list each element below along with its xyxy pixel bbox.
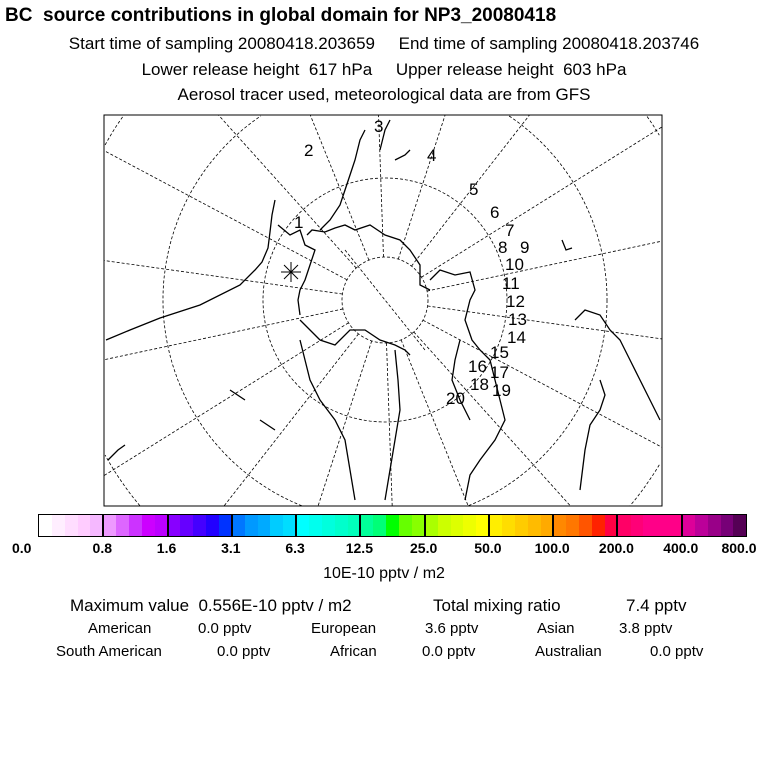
trajectory-label-4: 4 (427, 146, 437, 165)
meridian-line (401, 340, 468, 506)
colorbar-divider (681, 514, 683, 537)
trajectory-label-1: 1 (294, 213, 304, 232)
end-time: End time of sampling 20080418.203746 (398, 34, 700, 53)
colorbar-divider (488, 514, 490, 537)
colorbar-cell (708, 515, 721, 536)
colorbar-divider (102, 514, 104, 537)
colorbar-cell (515, 515, 528, 536)
colorbar-divider (167, 514, 169, 537)
meridian-line (428, 306, 662, 339)
trajectory-label-16: 16 (468, 357, 487, 376)
colorbar-tick-label: 0.8 (92, 540, 112, 556)
colorbar-cell (592, 515, 605, 536)
total-label: Total mixing ratio (433, 596, 561, 615)
colorbar (38, 514, 747, 537)
region-american-name: American (88, 620, 152, 637)
latitude-circle (630, 465, 659, 506)
tracer-note: Aerosol tracer used, meteorological data are from GFS (177, 85, 591, 104)
region-australian-value: 0.0 pptv (650, 643, 704, 660)
colorbar-tick-label: 6.3 (285, 540, 305, 556)
region-african-value: 0.0 pptv (422, 643, 476, 660)
colorbar-cell (695, 515, 708, 536)
trajectory-label-15: 15 (490, 343, 509, 362)
colorbar-cell (360, 515, 373, 536)
colorbar-cell (373, 515, 386, 536)
colorbar-cell (65, 515, 78, 536)
colorbar-cell (682, 515, 695, 536)
colorbar-tick-label: 50.0 (474, 540, 502, 556)
release-site-asterisk-icon (281, 262, 301, 282)
latitude-circle (647, 117, 659, 136)
colorbar-tick-label: 25.0 (410, 540, 438, 556)
colorbar-tick-label: 800.0 (721, 540, 757, 556)
total-value: 7.4 pptv (626, 596, 687, 615)
region-australian-name: Australian (535, 643, 602, 660)
trajectory-label-11: 11 (502, 274, 520, 293)
colorbar-cell (103, 515, 116, 536)
colorbar-cell (721, 515, 734, 536)
trajectory-label-20: 20 (446, 389, 465, 408)
colorbar-cell (180, 515, 193, 536)
colorbar-cell (322, 515, 335, 536)
colorbar-divider (552, 514, 554, 537)
colorbar-cell (489, 515, 502, 536)
graticule (104, 115, 662, 506)
region-european-value: 3.6 pptv (425, 620, 479, 637)
colorbar-divider (231, 514, 233, 537)
trajectory-label-17: 17 (490, 363, 509, 382)
meridian-line (427, 241, 662, 291)
colorbar-cell (579, 515, 592, 536)
colorbar-cell (245, 515, 258, 536)
meridian-line (387, 343, 393, 506)
colorbar-cell (438, 515, 451, 536)
upper-height: Upper release height 603 hPa (395, 60, 627, 79)
colorbar-cell (566, 515, 579, 536)
colorbar-divider (616, 514, 618, 537)
colorbar-cell (142, 515, 155, 536)
trajectory-label-14: 14 (507, 328, 526, 347)
coastlines (106, 120, 660, 500)
colorbar-divider (424, 514, 426, 537)
meridian-line (345, 250, 425, 350)
region-european-name: European (311, 620, 377, 637)
trajectory-label-6: 6 (490, 203, 500, 222)
colorbar-cell (296, 515, 309, 536)
colorbar-divider (359, 514, 361, 537)
colorbar-tick-label: 100.0 (534, 540, 570, 556)
lower-height: Lower release height 617 hPa (141, 60, 373, 79)
latitude-circle (105, 117, 123, 145)
trajectory-label-7: 7 (505, 221, 515, 240)
colorbar-cell (258, 515, 271, 536)
colorbar-cell (733, 515, 746, 536)
latitude-circle (105, 455, 140, 506)
colorbar-cell (78, 515, 91, 536)
meridian-line (104, 323, 349, 476)
colorbar-cell (386, 515, 399, 536)
colorbar-cell (425, 515, 438, 536)
trajectory-label-18: 18 (470, 375, 489, 394)
colorbar-tick-label: 3.1 (221, 540, 241, 556)
trajectory-labels (294, 117, 529, 408)
colorbar-cell (463, 515, 476, 536)
region-south-american-name: South American (56, 643, 162, 660)
colorbar-cell (451, 515, 464, 536)
colorbar-tick-label: 400.0 (663, 540, 699, 556)
trajectory-label-10: 10 (505, 255, 524, 274)
colorbar-cell (232, 515, 245, 536)
colorbar-cell (528, 515, 541, 536)
meridian-line (423, 320, 662, 447)
trajectory-label-13: 13 (508, 310, 527, 329)
start-time: Start time of sampling 20080418.203659 (68, 34, 376, 53)
region-american-value: 0.0 pptv (198, 620, 252, 637)
meridian-line (224, 334, 358, 506)
region-south-american-value: 0.0 pptv (217, 643, 271, 660)
colorbar-cell (502, 515, 515, 536)
colorbar-cell (206, 515, 219, 536)
trajectory-label-8: 8 (498, 238, 508, 257)
trajectory-label-12: 12 (506, 292, 525, 311)
colorbar-cell (116, 515, 129, 536)
colorbar-divider (295, 514, 297, 537)
colorbar-tick-label: 200.0 (598, 540, 634, 556)
trajectory-label-9: 9 (520, 238, 530, 257)
latitude-circle (468, 300, 607, 506)
max-value: Maximum value 0.556E-10 pptv / m2 (70, 596, 352, 615)
trajectory-label-2: 2 (304, 141, 314, 160)
trajectory-label-19: 19 (492, 381, 511, 400)
region-asian-name: Asian (537, 620, 575, 637)
colorbar-cell (270, 515, 283, 536)
region-asian-value: 3.8 pptv (619, 620, 673, 637)
colorbar-tick-label: 12.5 (345, 540, 373, 556)
colorbar-tick-label: 0.0 (12, 540, 32, 556)
colorbar-cell (335, 515, 348, 536)
colorbar-cell (39, 515, 52, 536)
region-african-name: African (330, 643, 377, 660)
colorbar-cell (553, 515, 566, 536)
colorbar-cell (129, 515, 142, 536)
figure-title: BC source contributions in global domain for NP3_20080418 (5, 5, 557, 26)
colorbar-cell (168, 515, 181, 536)
meridian-line (104, 261, 342, 295)
trajectory-label-5: 5 (469, 180, 479, 199)
meridian-line (318, 341, 372, 506)
colorbar-cell (309, 515, 322, 536)
colorbar-tick-label: 1.6 (156, 540, 177, 556)
meridian-line (104, 309, 343, 360)
meridian-line (310, 115, 369, 260)
map-frame (104, 115, 662, 506)
meridian-line (398, 115, 445, 259)
colorbar-cell (618, 515, 631, 536)
colorbar-cell (193, 515, 206, 536)
colorbar-unit: 10E-10 pptv / m2 (323, 565, 445, 582)
meridian-line (218, 115, 356, 268)
meridian-line (104, 151, 347, 280)
colorbar-cell (399, 515, 412, 536)
colorbar-cell (643, 515, 656, 536)
colorbar-cell (52, 515, 65, 536)
trajectory-label-3: 3 (374, 117, 384, 136)
colorbar-cell (656, 515, 669, 536)
colorbar-cell (631, 515, 644, 536)
